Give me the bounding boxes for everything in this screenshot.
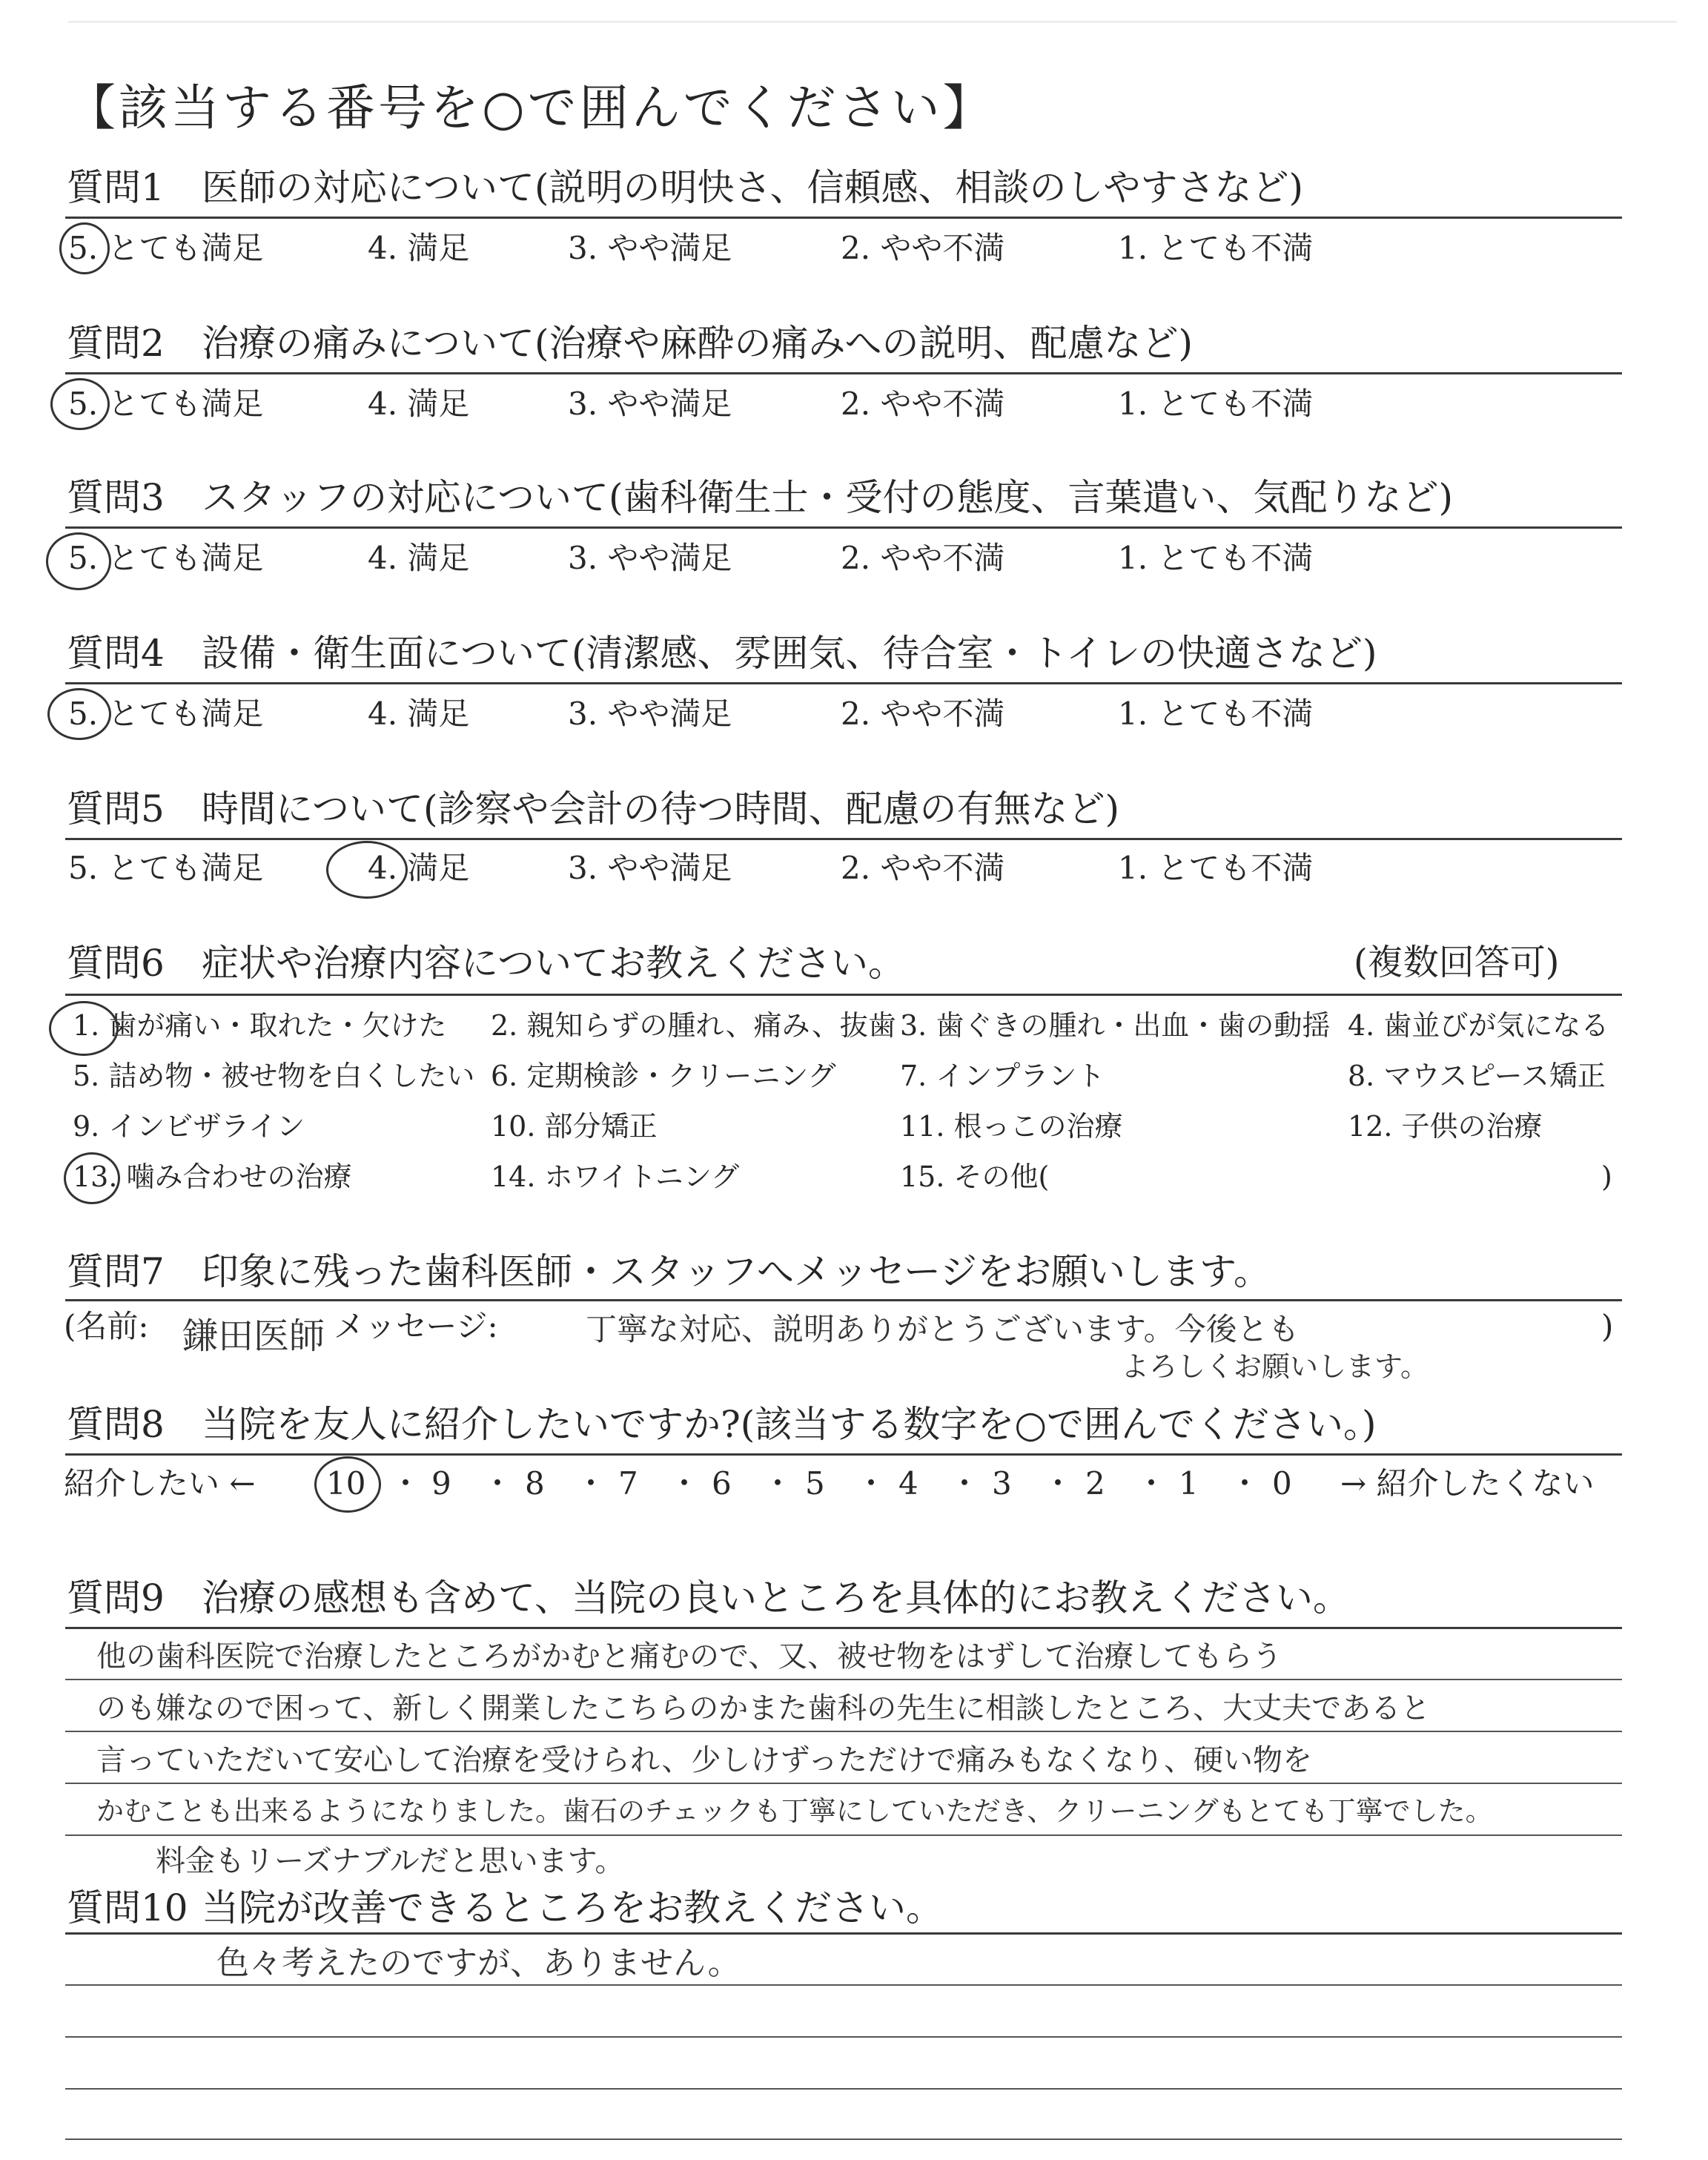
q7-message-label: メッセージ: xyxy=(334,1308,498,1344)
q10-answer-rule xyxy=(65,2036,1622,2038)
q1-option-3[interactable]: 3. やや満足 xyxy=(568,230,732,266)
q9-answer-rule xyxy=(65,1731,1622,1732)
q5-option-3[interactable]: 3. やや満足 xyxy=(568,850,732,886)
q8-score-1[interactable]: 1 xyxy=(1179,1465,1199,1502)
question-5-title xyxy=(67,787,1120,830)
q9-answer-rule xyxy=(65,1783,1622,1784)
q6-option-4[interactable]: 4. 歯並びが気になる xyxy=(1348,1009,1609,1042)
question-3-label: 質問3 xyxy=(67,476,165,519)
q4-option-5[interactable]: 5. とても満足 xyxy=(68,696,264,732)
q8-separator: ・ xyxy=(390,1465,422,1502)
question-1-text: 医師の対応について(説明の明快さ、信頼感、相談のしやすさなど) xyxy=(202,166,1304,209)
q10-answer[interactable]: 色々考えたのですが、ありません。 xyxy=(216,1944,741,1982)
q8-score-7[interactable]: 7 xyxy=(618,1465,638,1502)
q3-option-1[interactable]: 1. とても不満 xyxy=(1118,540,1314,576)
q8-score-5[interactable]: 5 xyxy=(805,1465,825,1502)
q4-selected-circle xyxy=(47,688,111,740)
q1-option-1[interactable]: 1. とても不満 xyxy=(1118,230,1314,266)
question-1-rule xyxy=(65,217,1622,219)
question-3-title xyxy=(67,476,1454,519)
q9-answer-line-1[interactable]: 他の歯科医院で治療したところがかむと痛むので、又、被せ物をはずして治療してもらう xyxy=(96,1639,1282,1674)
question-6-rule xyxy=(65,994,1622,996)
q10-answer-rule xyxy=(65,2088,1622,2090)
q8-separator: ・ xyxy=(762,1465,794,1502)
question-10-text: 当院が改善できるところをお教えください。 xyxy=(202,1886,943,1929)
question-4-text: 設備・衛生面について(清潔感、雰囲気、待合室・トイレの快適さなど) xyxy=(202,632,1377,675)
q5-option-4[interactable]: 4. 満足 xyxy=(368,850,470,886)
q6-option-1-selected-circle xyxy=(49,1001,119,1056)
q4-option-4[interactable]: 4. 満足 xyxy=(368,696,470,732)
q8-separator: ・ xyxy=(482,1465,514,1502)
q8-separator: ・ xyxy=(669,1465,701,1502)
question-10-title xyxy=(67,1886,943,1929)
q1-option-2[interactable]: 2. やや不満 xyxy=(841,230,1005,266)
q8-separator: ・ xyxy=(1136,1465,1168,1502)
question-6-text: 症状や治療内容についてお教えください。 xyxy=(202,942,905,985)
q7-close-paren: ) xyxy=(1601,1308,1614,1344)
question-2-rule xyxy=(65,372,1622,374)
q8-score-6[interactable]: 6 xyxy=(712,1465,732,1502)
q8-right-label: → 紹介したくない xyxy=(1340,1465,1595,1502)
q9-answer-rule xyxy=(65,1834,1622,1836)
q4-option-2[interactable]: 2. やや不満 xyxy=(841,696,1005,732)
form-instruction: 【該当する番号を○で囲んでください】 xyxy=(67,79,995,136)
top-edge-line xyxy=(68,21,1677,23)
question-5-text: 時間について(診察や会計の待つ時間、配慮の有無など) xyxy=(202,787,1120,830)
question-9-text: 治療の感想も含めて、当院の良いところを具体的にお教えください。 xyxy=(202,1576,1350,1619)
q8-score-8[interactable]: 8 xyxy=(525,1465,545,1502)
q3-option-4[interactable]: 4. 満足 xyxy=(368,540,470,576)
question-5-label: 質問5 xyxy=(67,787,165,830)
q6-option-11[interactable]: 11. 根っこの治療 xyxy=(900,1110,1123,1143)
q8-score-9[interactable]: 9 xyxy=(431,1465,451,1502)
question-8-title xyxy=(67,1403,1377,1446)
q8-separator: ・ xyxy=(575,1465,607,1502)
q7-name-value[interactable]: 鎌田医師 xyxy=(182,1315,325,1357)
question-10-rule xyxy=(65,1932,1622,1935)
q6-option-15[interactable]: 15. その他( xyxy=(900,1160,1050,1193)
q8-selected-circle xyxy=(314,1456,381,1513)
question-2-text: 治療の痛みについて(治療や麻酔の痛みへの説明、配慮など) xyxy=(202,322,1194,365)
q6-option-13[interactable]: 13. 噛み合わせの治療 xyxy=(73,1160,352,1193)
question-8-text: 当院を友人に紹介したいですか?(該当する数字を○で囲んでください。) xyxy=(202,1403,1377,1446)
q2-selected-circle xyxy=(50,378,110,430)
question-6-title xyxy=(67,942,905,985)
q2-option-1[interactable]: 1. とても不満 xyxy=(1118,386,1314,422)
q6-option-3[interactable]: 3. 歯ぐきの腫れ・出血・歯の動揺 xyxy=(900,1009,1331,1042)
q8-score-0[interactable]: 0 xyxy=(1272,1465,1292,1502)
question-7-rule xyxy=(65,1299,1622,1301)
q4-option-1[interactable]: 1. とても不満 xyxy=(1118,696,1314,732)
q5-option-2[interactable]: 2. やや不満 xyxy=(841,850,1005,886)
question-3-rule xyxy=(65,526,1622,529)
q8-separator: ・ xyxy=(1229,1465,1261,1502)
q8-separator: ・ xyxy=(1042,1465,1074,1502)
q6-option-2[interactable]: 2. 親知らずの腫れ、痛み、抜歯 xyxy=(491,1009,896,1042)
question-9-label: 質問9 xyxy=(67,1576,165,1619)
q6-option-12[interactable]: 12. 子供の治療 xyxy=(1348,1110,1543,1143)
q5-selected-circle xyxy=(326,841,408,899)
q6-option-13-selected-circle xyxy=(64,1152,120,1204)
q4-option-3[interactable]: 3. やや満足 xyxy=(568,696,732,732)
question-4-label: 質問4 xyxy=(67,632,165,675)
q1-selected-circle xyxy=(59,222,110,274)
q6-option-5[interactable]: 5. 詰め物・被せ物を白くしたい xyxy=(73,1060,475,1092)
q6-option-1[interactable]: 1. 歯が痛い・取れた・欠けた xyxy=(73,1009,447,1042)
question-4-title xyxy=(67,632,1377,675)
q8-score-10[interactable]: 10 xyxy=(326,1465,366,1502)
q8-score-4[interactable]: 4 xyxy=(898,1465,918,1502)
q6-option-14[interactable]: 14. ホワイトニング xyxy=(491,1160,740,1193)
q8-separator: ・ xyxy=(855,1465,887,1502)
q9-answer-line-3[interactable]: 言っていただいて安心して治療を受けられ、少しけずっただけで痛みもなくなり、硬い物を xyxy=(96,1743,1312,1777)
q2-option-4[interactable]: 4. 満足 xyxy=(368,386,470,422)
q3-option-3[interactable]: 3. やや満足 xyxy=(568,540,732,576)
q8-left-label: 紹介したい ← xyxy=(64,1465,256,1502)
question-2-label: 質問2 xyxy=(67,322,165,365)
question-4-rule xyxy=(65,682,1622,684)
q6-other-close-paren: ) xyxy=(1601,1160,1612,1193)
question-2-title xyxy=(67,322,1194,365)
question-8-label: 質問8 xyxy=(67,1403,165,1446)
q10-answer-rule xyxy=(65,1984,1622,1986)
question-9-rule xyxy=(65,1627,1622,1629)
q6-option-8[interactable]: 8. マウスピース矯正 xyxy=(1348,1060,1606,1092)
q9-answer-rule xyxy=(65,1679,1622,1680)
question-1-label: 質問1 xyxy=(67,166,165,209)
question-9-title xyxy=(67,1576,1350,1619)
q2-option-5[interactable]: 5. とても満足 xyxy=(68,386,264,422)
q10-answer-rule xyxy=(65,2138,1622,2140)
q9-answer-line-2[interactable]: のも嫌なので困って、新しく開業したこちらのかまた歯科の先生に相談したところ、大丈夫であると xyxy=(96,1691,1431,1725)
question-10-label: 質問10 xyxy=(67,1886,188,1929)
q3-option-2[interactable]: 2. やや不満 xyxy=(841,540,1005,576)
q3-selected-circle xyxy=(46,532,111,590)
q2-option-2[interactable]: 2. やや不満 xyxy=(841,386,1005,422)
q6-option-7[interactable]: 7. インプラント xyxy=(900,1060,1105,1092)
q8-score-2[interactable]: 2 xyxy=(1085,1465,1105,1502)
question-6-note: (複数回答可) xyxy=(1354,942,1560,983)
question-7-label: 質問7 xyxy=(67,1250,165,1293)
question-7-text: 印象に残った歯科医師・スタッフへメッセージをお願いします。 xyxy=(202,1250,1271,1293)
q8-score-3[interactable]: 3 xyxy=(992,1465,1012,1502)
q3-option-5[interactable]: 5. とても満足 xyxy=(68,540,264,576)
q1-option-4[interactable]: 4. 満足 xyxy=(368,230,470,266)
question-5-rule xyxy=(65,838,1622,840)
question-1-title xyxy=(67,166,1304,209)
question-8-rule xyxy=(65,1453,1622,1456)
question-6-label: 質問6 xyxy=(67,942,165,985)
question-7-title xyxy=(67,1250,1271,1293)
q7-message-line-1[interactable]: 丁寧な対応、説明ありがとうございます。今後とも xyxy=(586,1311,1300,1347)
q1-option-5[interactable]: 5. とても満足 xyxy=(68,230,264,266)
q9-answer-line-5[interactable]: 料金もリーズナブルだと思います。 xyxy=(156,1844,625,1878)
q7-name-label: (名前: xyxy=(64,1308,149,1344)
q5-option-5[interactable]: 5. とても満足 xyxy=(68,850,264,886)
q6-option-10[interactable]: 10. 部分矯正 xyxy=(491,1110,658,1143)
q5-option-1[interactable]: 1. とても不満 xyxy=(1118,850,1314,886)
q7-message-line-2[interactable]: よろしくお願いします。 xyxy=(1121,1350,1429,1383)
q6-option-9[interactable]: 9. インビザライン xyxy=(73,1110,305,1143)
q2-option-3[interactable]: 3. やや満足 xyxy=(568,386,732,422)
q6-option-6[interactable]: 6. 定期検診・クリーニング xyxy=(491,1060,836,1092)
question-3-text: スタッフの対応について(歯科衛生士・受付の態度、言葉遣い、気配りなど) xyxy=(202,476,1454,519)
q8-separator: ・ xyxy=(949,1465,981,1502)
q9-answer-line-4[interactable]: かむことも出来るようになりました。歯石のチェックも丁寧にしていただき、クリーニングもとても丁寧でした。 xyxy=(96,1795,1493,1827)
